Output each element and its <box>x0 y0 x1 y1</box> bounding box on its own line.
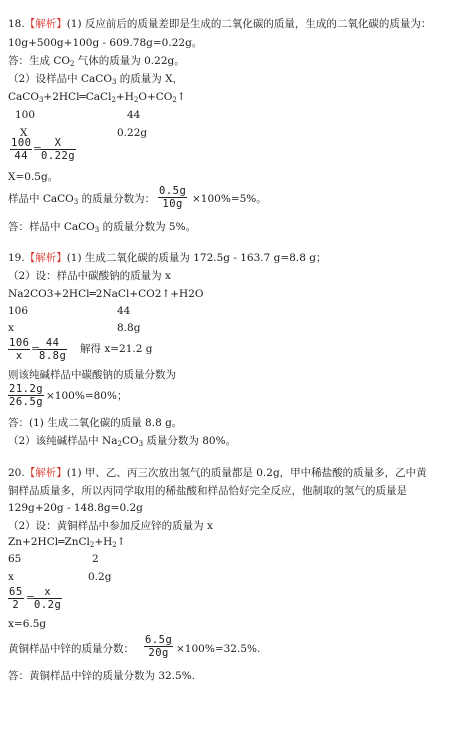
q18-ratio-bottom-left: X <box>20 127 28 139</box>
q20-ratio-bottom-right: 0.2g <box>88 571 112 583</box>
q20-line3: 129g+20g - 148.8g=0.2g <box>8 502 143 514</box>
q18-line4: （2）设样品中 CaCO$_3$ 的质量为 X， <box>8 73 184 86</box>
analysis-tag: 【解析】 <box>24 467 67 479</box>
q19-line3: 则该纯碱样品中碳酸钠的质量分数为 <box>8 369 176 381</box>
q18-ratio-bottom-right: 0.22g <box>117 127 148 139</box>
q18-line1: 18.【解析】(1) 反应前后的质量差即是生成的二氧化碳的质量，生成的二氧化碳的质量为： <box>8 18 432 30</box>
q20-percent-result: ×100%=32.5%. <box>176 643 261 655</box>
q20-equation: $Zn+2HCl═ZnCl_2+H_2↑$ <box>8 536 126 549</box>
q19-fraction-2: $\frac{44}{8.8g}$ <box>39 337 67 362</box>
q20-ratio-top-left: 65 <box>8 553 22 565</box>
q20-line2: 铜样品质量多，所以丙同学取用的稀盐酸和样品恰好完全反应，他制取的氢气的质量是 <box>8 485 407 497</box>
q19-answer-2: （2）该纯碱样品中 $Na_2CO_3$ 质量分数为 80%。 <box>8 435 237 448</box>
q18-percent-fraction: $\frac{0.5g}{10g}$ <box>159 185 187 210</box>
question-number: 20. <box>8 467 25 479</box>
q19-ratio-bottom-right: 8.8g <box>117 322 141 334</box>
q18-line3: 答：生成 $CO_2$ 气体的质量为 0.22g。 <box>8 55 185 68</box>
q18-equation: $CaCO_3+2HCl═CaCl_2+H_2O+CO_2↑$ <box>8 91 186 104</box>
q20-fraction-equals: = <box>26 592 35 604</box>
analysis-tag: 【解析】 <box>24 252 67 264</box>
question-number: 18. <box>8 18 25 30</box>
q18-line2: 10g+500g+100g - 609.78g=0.22g。 <box>8 37 203 49</box>
q19-line1: 19.【解析】(1) 生成二氧化碳的质量为 172.5g - 163.7 g=8.8 g； <box>8 252 327 264</box>
q18-result: X=0.5g。 <box>8 171 59 183</box>
q19-ratio-top-right: 44 <box>117 305 131 317</box>
q18-ratio-top-left: 100 <box>15 109 36 121</box>
q20-percent-fraction: $\frac{6.5g}{20g}$ <box>145 634 173 659</box>
q18-ratio-top-right: 44 <box>127 109 141 121</box>
q19-fraction-equals: = <box>31 343 40 355</box>
q18-percent-label: 样品中 CaCO$_3$ 的质量分数为： <box>8 193 156 206</box>
q20-line4: （2）设：黄铜样品中参加反应锌的质量为 x <box>8 520 213 532</box>
q20-percent-label: 黄铜样品中锌的质量分数： <box>8 643 134 655</box>
q18-fraction-2: $\frac{X}{0.22g}$ <box>41 137 76 162</box>
q20-fraction-2: $\frac{x}{0.2g}$ <box>34 586 62 611</box>
q18-percent-result: ×100%=5%。 <box>192 193 267 205</box>
q20-line1: 20.【解析】(1) 甲、乙、丙三次放出氢气的质量都是 0.2g，甲中稀盐酸的质量多，乙中黄 <box>8 467 427 479</box>
q20-answer: 答：黄铜样品中锌的质量分数为 32.5%. <box>8 670 196 682</box>
q18-fraction-equals: = <box>33 143 42 155</box>
q19-ratio-bottom-left: x <box>8 322 14 334</box>
q19-percent-fraction: $\frac{21.2g}{26.5g}$ <box>9 383 44 408</box>
q19-ratio-top-left: 106 <box>8 305 29 317</box>
q19-percent-result: ×100%=80%； <box>46 390 128 402</box>
q20-ratio-top-right: 2 <box>92 553 99 565</box>
q18-fraction-1: $\frac{100}{44}$ <box>11 137 32 162</box>
q19-equation: Na2CO3+2HCl═2NaCl+CO2↑+H2O <box>8 288 204 300</box>
question-number: 19. <box>8 252 25 264</box>
q20-result: x=6.5g <box>8 618 47 630</box>
q20-ratio-bottom-left: x <box>8 571 14 583</box>
q19-fraction-1: $\frac{106}{x}$ <box>9 337 30 362</box>
q18-answer: 答：样品中 CaCO$_3$ 的质量分数为 5%。 <box>8 221 197 234</box>
analysis-tag: 【解析】 <box>24 18 67 30</box>
q19-line2: （2）设：样品中碳酸钠的质量为 x <box>8 270 171 282</box>
q19-solve: 解得 x=21.2 g <box>80 343 153 355</box>
q20-fraction-1: $\frac{65}{2}$ <box>9 586 23 611</box>
q19-answer-1: 答：(1) 生成二氧化碳的质量 8.8 g。 <box>8 417 183 429</box>
